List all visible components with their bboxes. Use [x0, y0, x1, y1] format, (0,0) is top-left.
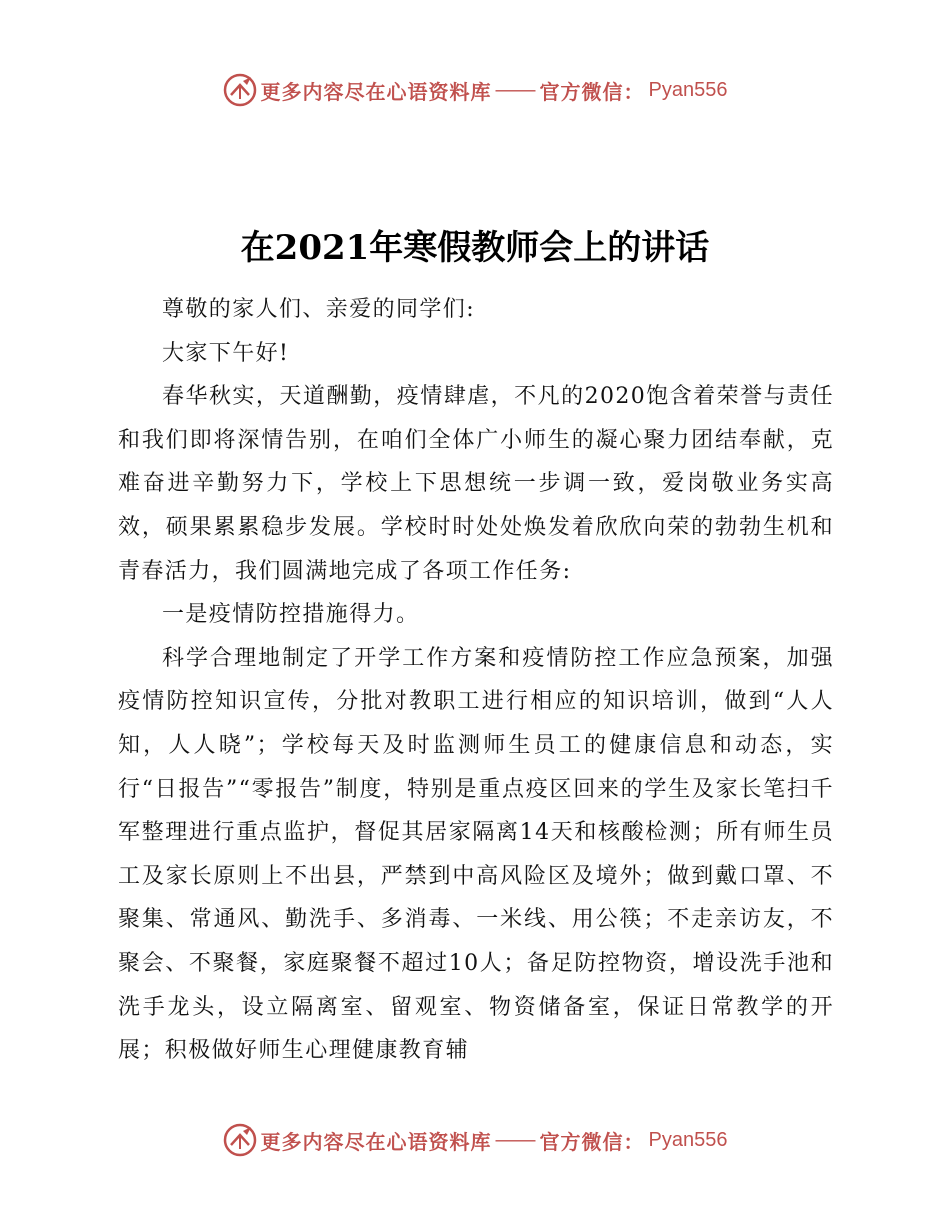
section-heading-paragraph: 一是疫情防控措施得力。 [162, 602, 420, 628]
book-pen-logo-icon [223, 1123, 257, 1157]
header-wechat-label: 官方微信： [539, 79, 645, 104]
header-banner [0, 70, 950, 110]
footer-banner [0, 1120, 950, 1160]
salutation-paragraph: 尊敬的家人们、亲爱的同学们: [162, 297, 476, 322]
footer-separator: —— [495, 1128, 536, 1151]
document-title: 在2021年寒假教师会上的讲话 [240, 228, 710, 268]
intro-paragraph: 春华秋实，天道酬勤，疫情肆虐，不凡的2020饱含着荣誉与责任和我们即将深情告别，在咱们全体广小师生的凝心聚力团结奉献，克难奋进辛勤努力下，学校上下思想统一步调一致，爱岗敬业务实高效，硕果累累稳步发展。学校时时处处焕发着欣欣向荣的勃勃生机和青春活力，我们圆满地完成了各项工作任务: [118, 384, 834, 584]
footer-wechat-id: Pyan556 [648, 1128, 728, 1151]
footer-brand-text: 更多内容尽在心语资料库 [260, 1129, 492, 1154]
footer-wechat-label: 官方微信： [539, 1129, 645, 1154]
header-wechat-id: Pyan556 [648, 78, 728, 101]
header-separator: —— [495, 78, 536, 101]
document-body [118, 288, 834, 1073]
header-brand-text: 更多内容尽在心语资料库 [260, 79, 492, 104]
body-paragraph: 科学合理地制定了开学工作方案和疫情防控工作应急预案，加强疫情防控知识宣传，分批对教职工进行相应的知识培训，做到“人人知，人人晓”；学校每天及时监测师生员工的健康信息和动态，实行“日报告”“零报告”制度，特别是重点疫区回来的学生及家长笔扫千军整理进行重点监护，督促其居家隔离14天和核酸检测；所有师生员工及家长原则上不出县，严禁到中高风险区及境外；做到戴口罩、不聚集、常通风、勤洗手、多消毒、一米线、用公筷；不走亲访友，不聚会、不聚餐，家庭聚餐不超过10人；备足防控物资，增设洗手池和洗手龙头，设立隔离室、留观室、物资储备室，保证日常教学的开展；积极做好师生心理健康教育辅 [118, 645, 834, 1064]
book-pen-logo-icon [223, 73, 257, 107]
greeting-paragraph: 大家下午好! [162, 340, 290, 366]
